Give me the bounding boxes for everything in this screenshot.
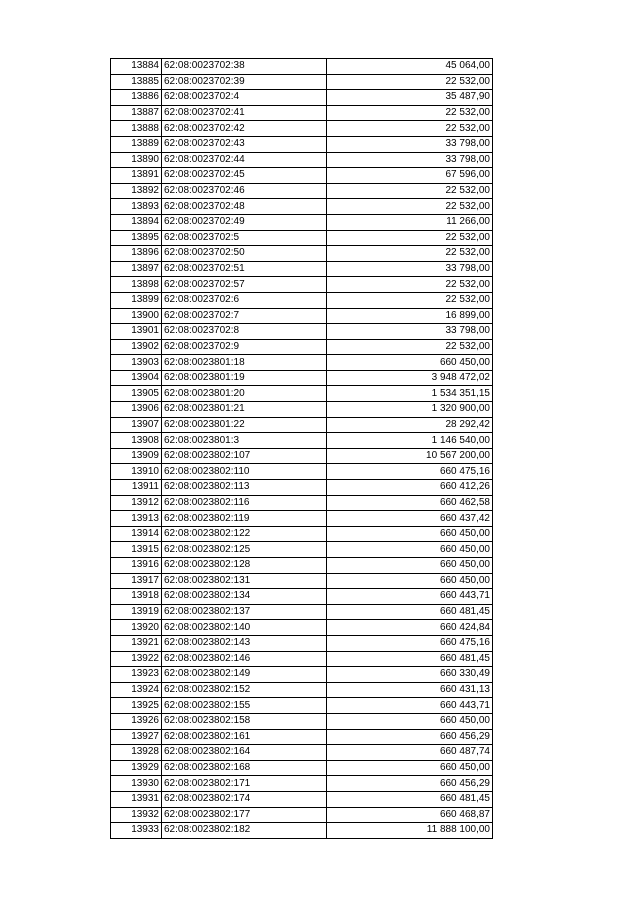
cadastral-number-cell: 62:08:0023802:182: [162, 823, 327, 839]
cadastral-number-cell: 62:08:0023802:174: [162, 791, 327, 807]
table-row: [111, 807, 493, 823]
cadastral-value-cell: 660 468,87: [327, 807, 493, 823]
table-row: [111, 604, 493, 620]
cadastral-number-cell: 62:08:0023702:51: [162, 261, 327, 277]
cadastral-number-cell: 62:08:0023702:43: [162, 136, 327, 152]
table-row: [111, 542, 493, 558]
table-row: [111, 495, 493, 511]
row-number-cell: 13905: [111, 386, 162, 402]
row-number-cell: 13906: [111, 402, 162, 418]
row-number-cell: 13926: [111, 713, 162, 729]
table-row: [111, 573, 493, 589]
table-row: [111, 59, 493, 75]
row-number-cell: 13894: [111, 214, 162, 230]
cadastral-value-cell: 660 437,42: [327, 511, 493, 527]
cadastral-value-cell: 45 064,00: [327, 59, 493, 75]
row-number-cell: 13908: [111, 433, 162, 449]
table-row: [111, 277, 493, 293]
table-row: [111, 214, 493, 230]
cadastral-value-cell: 22 532,00: [327, 183, 493, 199]
row-number-cell: 13919: [111, 604, 162, 620]
table-row: [111, 620, 493, 636]
cadastral-number-cell: 62:08:0023801:20: [162, 386, 327, 402]
table-row: [111, 433, 493, 449]
cadastral-value-cell: 660 431,13: [327, 682, 493, 698]
cadastral-value-cell: 10 567 200,00: [327, 448, 493, 464]
table-row: [111, 776, 493, 792]
table-row: [111, 448, 493, 464]
row-number-cell: 13902: [111, 339, 162, 355]
cadastral-value-cell: 22 532,00: [327, 105, 493, 121]
table-row: [111, 386, 493, 402]
cadastral-number-cell: 62:08:0023802:113: [162, 480, 327, 496]
row-number-cell: 13927: [111, 729, 162, 745]
cadastral-number-cell: 62:08:0023802:143: [162, 635, 327, 651]
row-number-cell: 13912: [111, 495, 162, 511]
cadastral-value-cell: 11 266,00: [327, 214, 493, 230]
cadastral-value-cell: 660 462,58: [327, 495, 493, 511]
table-row: [111, 651, 493, 667]
table-row: [111, 199, 493, 215]
cadastral-value-cell: 660 412,26: [327, 480, 493, 496]
cadastral-value-cell: 22 532,00: [327, 246, 493, 262]
table-row: [111, 292, 493, 308]
cadastral-value-cell: 35 487,90: [327, 90, 493, 106]
cadastral-number-cell: 62:08:0023702:46: [162, 183, 327, 199]
cadastral-number-cell: 62:08:0023702:42: [162, 121, 327, 137]
cadastral-number-cell: 62:08:0023702:38: [162, 59, 327, 75]
cadastral-number-cell: 62:08:0023702:6: [162, 292, 327, 308]
row-number-cell: 13884: [111, 59, 162, 75]
cadastral-number-cell: 62:08:0023702:8: [162, 324, 327, 340]
table-row: [111, 74, 493, 90]
table-row: [111, 526, 493, 542]
cadastral-value-cell: 22 532,00: [327, 121, 493, 137]
table-row: [111, 713, 493, 729]
row-number-cell: 13910: [111, 464, 162, 480]
table-row: [111, 121, 493, 137]
cadastral-number-cell: 62:08:0023802:107: [162, 448, 327, 464]
row-number-cell: 13895: [111, 230, 162, 246]
cadastral-value-cell: 660 475,16: [327, 635, 493, 651]
table-row: [111, 152, 493, 168]
row-number-cell: 13929: [111, 760, 162, 776]
cadastral-value-cell: 67 596,00: [327, 168, 493, 184]
cadastral-value-cell: 660 450,00: [327, 526, 493, 542]
cadastral-value-cell: 28 292,42: [327, 417, 493, 433]
table-row: [111, 136, 493, 152]
row-number-cell: 13901: [111, 324, 162, 340]
table-row: [111, 308, 493, 324]
cadastral-number-cell: 62:08:0023802:128: [162, 558, 327, 574]
cadastral-value-cell: 22 532,00: [327, 339, 493, 355]
row-number-cell: 13915: [111, 542, 162, 558]
cadastral-number-cell: 62:08:0023802:155: [162, 698, 327, 714]
row-number-cell: 13897: [111, 261, 162, 277]
cadastral-number-cell: 62:08:0023801:3: [162, 433, 327, 449]
table-row: [111, 417, 493, 433]
row-number-cell: 13911: [111, 480, 162, 496]
cadastral-number-cell: 62:08:0023802:146: [162, 651, 327, 667]
cadastral-value-cell: 22 532,00: [327, 199, 493, 215]
table-row: [111, 230, 493, 246]
row-number-cell: 13925: [111, 698, 162, 714]
cadastral-number-cell: 62:08:0023802:116: [162, 495, 327, 511]
cadastral-number-cell: 62:08:0023702:39: [162, 74, 327, 90]
table-row: [111, 355, 493, 371]
cadastral-number-cell: 62:08:0023702:41: [162, 105, 327, 121]
row-number-cell: 13928: [111, 745, 162, 761]
cadastral-number-cell: 62:08:0023802:110: [162, 464, 327, 480]
table-row: [111, 105, 493, 121]
row-number-cell: 13917: [111, 573, 162, 589]
cadastral-number-cell: 62:08:0023702:7: [162, 308, 327, 324]
row-number-cell: 13933: [111, 823, 162, 839]
cadastral-value-cell: 660 450,00: [327, 355, 493, 371]
table-row: [111, 168, 493, 184]
row-number-cell: 13889: [111, 136, 162, 152]
cadastral-value-cell: 22 532,00: [327, 74, 493, 90]
row-number-cell: 13932: [111, 807, 162, 823]
cadastral-number-cell: 62:08:0023702:57: [162, 277, 327, 293]
row-number-cell: 13890: [111, 152, 162, 168]
table-row: [111, 183, 493, 199]
table-row: [111, 729, 493, 745]
cadastral-number-cell: 62:08:0023802:125: [162, 542, 327, 558]
cadastral-value-cell: 660 424,84: [327, 620, 493, 636]
row-number-cell: 13909: [111, 448, 162, 464]
row-number-cell: 13904: [111, 370, 162, 386]
cadastral-number-cell: 62:08:0023801:22: [162, 417, 327, 433]
table-row: [111, 558, 493, 574]
table-row: [111, 90, 493, 106]
row-number-cell: 13916: [111, 558, 162, 574]
table-row: [111, 261, 493, 277]
cadastral-value-cell: 1 146 540,00: [327, 433, 493, 449]
cadastral-value-cell: 660 456,29: [327, 776, 493, 792]
cadastral-number-cell: 62:08:0023802:119: [162, 511, 327, 527]
cadastral-value-cell: 11 888 100,00: [327, 823, 493, 839]
cadastral-number-cell: 62:08:0023702:50: [162, 246, 327, 262]
cadastral-number-cell: 62:08:0023802:177: [162, 807, 327, 823]
row-number-cell: 13931: [111, 791, 162, 807]
cadastral-value-cell: 3 948 472,02: [327, 370, 493, 386]
table-row: [111, 791, 493, 807]
cadastral-value-cell: 33 798,00: [327, 261, 493, 277]
cadastral-value-cell: 660 443,71: [327, 589, 493, 605]
row-number-cell: 13885: [111, 74, 162, 90]
cadastral-number-cell: 62:08:0023802:137: [162, 604, 327, 620]
cadastral-value-cell: 660 481,45: [327, 791, 493, 807]
table-row: [111, 589, 493, 605]
table-row: [111, 635, 493, 651]
table-row: [111, 667, 493, 683]
table-row: [111, 402, 493, 418]
cadastral-value-cell: 22 532,00: [327, 230, 493, 246]
cadastral-number-cell: 62:08:0023702:4: [162, 90, 327, 106]
row-number-cell: 13893: [111, 199, 162, 215]
cadastral-value-cell: 660 475,16: [327, 464, 493, 480]
row-number-cell: 13930: [111, 776, 162, 792]
row-number-cell: 13891: [111, 168, 162, 184]
cadastral-number-cell: 62:08:0023702:45: [162, 168, 327, 184]
table-row: [111, 745, 493, 761]
cadastral-value-cell: 660 456,29: [327, 729, 493, 745]
cadastral-number-cell: 62:08:0023802:134: [162, 589, 327, 605]
row-number-cell: 13898: [111, 277, 162, 293]
row-number-cell: 13892: [111, 183, 162, 199]
cadastral-number-cell: 62:08:0023802:168: [162, 760, 327, 776]
cadastral-number-cell: 62:08:0023702:44: [162, 152, 327, 168]
cadastral-number-cell: 62:08:0023802:158: [162, 713, 327, 729]
cadastral-number-cell: 62:08:0023802:152: [162, 682, 327, 698]
cadastral-value-cell: 660 481,45: [327, 651, 493, 667]
table-row: [111, 464, 493, 480]
cadastral-value-cell: 660 450,00: [327, 713, 493, 729]
cadastral-value-cell: 660 450,00: [327, 542, 493, 558]
table-row: [111, 760, 493, 776]
row-number-cell: 13913: [111, 511, 162, 527]
cadastral-number-cell: 62:08:0023702:9: [162, 339, 327, 355]
row-number-cell: 13923: [111, 667, 162, 683]
cadastral-value-cell: 33 798,00: [327, 152, 493, 168]
cadastral-number-cell: 62:08:0023802:161: [162, 729, 327, 745]
row-number-cell: 13922: [111, 651, 162, 667]
cadastral-number-cell: 62:08:0023702:5: [162, 230, 327, 246]
row-number-cell: 13921: [111, 635, 162, 651]
cadastral-value-cell: 33 798,00: [327, 324, 493, 340]
cadastral-value-cell: 660 450,00: [327, 573, 493, 589]
cadastral-number-cell: 62:08:0023702:48: [162, 199, 327, 215]
cadastral-value-cell: 16 899,00: [327, 308, 493, 324]
row-number-cell: 13888: [111, 121, 162, 137]
cadastral-number-cell: 62:08:0023801:19: [162, 370, 327, 386]
table-row: [111, 480, 493, 496]
table-body: [111, 59, 493, 839]
cadastral-value-cell: 660 481,45: [327, 604, 493, 620]
cadastral-value-cell: 1 320 900,00: [327, 402, 493, 418]
cadastral-number-cell: 62:08:0023802:122: [162, 526, 327, 542]
cadastral-number-cell: 62:08:0023801:18: [162, 355, 327, 371]
row-number-cell: 13886: [111, 90, 162, 106]
table-row: [111, 370, 493, 386]
cadastral-number-cell: 62:08:0023802:131: [162, 573, 327, 589]
table-row: [111, 246, 493, 262]
cadastral-number-cell: 62:08:0023702:49: [162, 214, 327, 230]
row-number-cell: 13903: [111, 355, 162, 371]
row-number-cell: 13887: [111, 105, 162, 121]
row-number-cell: 13900: [111, 308, 162, 324]
cadastral-value-cell: 660 450,00: [327, 760, 493, 776]
cadastral-value-cell: 660 450,00: [327, 558, 493, 574]
cadastral-number-cell: 62:08:0023802:140: [162, 620, 327, 636]
cadastral-value-cell: 22 532,00: [327, 292, 493, 308]
cadastral-number-cell: 62:08:0023802:171: [162, 776, 327, 792]
row-number-cell: 13907: [111, 417, 162, 433]
cadastral-value-cell: 660 487,74: [327, 745, 493, 761]
table-row: [111, 324, 493, 340]
cadastral-value-cell: 22 532,00: [327, 277, 493, 293]
cadastral-number-cell: 62:08:0023802:149: [162, 667, 327, 683]
cadastral-value-table: [110, 58, 493, 839]
row-number-cell: 13924: [111, 682, 162, 698]
cadastral-number-cell: 62:08:0023802:164: [162, 745, 327, 761]
table-row: [111, 698, 493, 714]
cadastral-value-cell: 660 443,71: [327, 698, 493, 714]
row-number-cell: 13899: [111, 292, 162, 308]
row-number-cell: 13896: [111, 246, 162, 262]
row-number-cell: 13914: [111, 526, 162, 542]
cadastral-value-cell: 660 330,49: [327, 667, 493, 683]
row-number-cell: 13920: [111, 620, 162, 636]
table-row: [111, 339, 493, 355]
cadastral-value-cell: 1 534 351,15: [327, 386, 493, 402]
row-number-cell: 13918: [111, 589, 162, 605]
cadastral-number-cell: 62:08:0023801:21: [162, 402, 327, 418]
table-row: [111, 511, 493, 527]
table-row: [111, 682, 493, 698]
table-row: [111, 823, 493, 839]
cadastral-value-cell: 33 798,00: [327, 136, 493, 152]
